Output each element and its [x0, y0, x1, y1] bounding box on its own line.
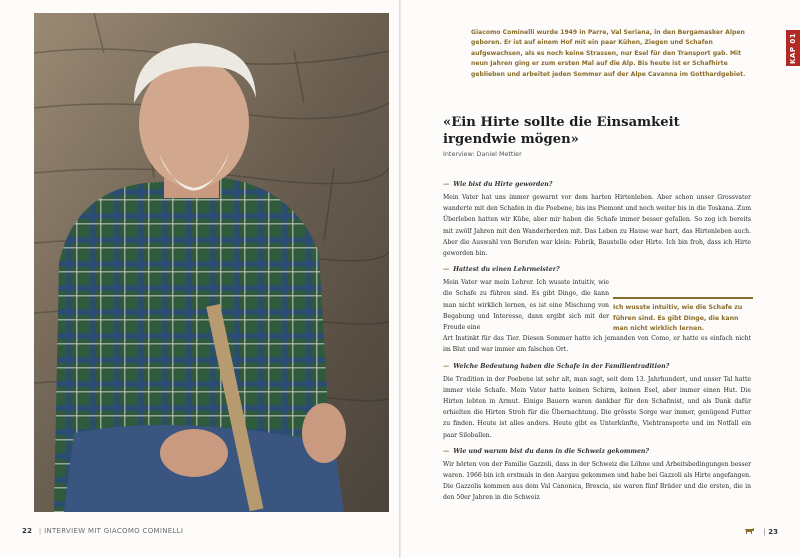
question-dash: —: [443, 266, 450, 274]
question-dash: —: [443, 362, 450, 370]
answer-4: Wir hörten von der Familie Gazzoli, dass in der Schweiz die Löhne und Arbeitsbedingungen besser waren. 1966 bin ich erstmals in den Aargau gekommen und habe bei Gazzoli als Hirte angefangen. Die Gazzolis kommen aus dem Val Canonica, Brescia, sie waren fünf Brüder und die ersten, die in den 50er Jahren in die Schweiz: [443, 460, 751, 502]
answer-2-narrow: Mein Vater war mein Lehrer. Ich wusste intuitiv, wie die Schafe zu führen sind. Es gibt Dinge, die kann man nicht wirklich lernen, es ist eine Mischung von Begabung und Interesse, dann ergibt sich mit der Freude eine: [443, 279, 609, 332]
answer-2: Art Instinkt für das Tier. Diesen Sommer hatte ich jemanden von Como, er hatte es einfach nicht im Blut und war immer am falschen Ort.: [443, 335, 751, 354]
page-number-left: 22: [22, 527, 33, 535]
folio-left: 22 | INTERVIEW MIT GIACOMO COMINELLI: [22, 527, 184, 535]
running-header-left: INTERVIEW MIT GIACOMO COMINELLI: [44, 527, 184, 535]
right-page: [401, 0, 800, 558]
question-dash: —: [443, 181, 450, 188]
byline: Interview: Daniel Mettler: [443, 150, 522, 158]
question-1: — Wie bist du Hirte geworden?: [443, 181, 553, 188]
intro-paragraph: Giacomo Cominelli wurde 1949 in Parre, Val Seriana, in den Bergamasker Alpen geboren. Er ist auf einem Hof mit ein paar Kühen, Ziegen und Schafen aufgewachsen, als es noch keine Strassen, nur Esel für den Transport gab. Mit neun Jahren ging er zum ersten Mal auf die Alp. Bis heute ist er Schafhirte geblieben und arbeitet jeden Sommer auf der Alpe Cavanna im Gotthardgebiet.: [471, 29, 746, 78]
page-number-right: 23: [768, 528, 778, 536]
answer-3: Die Tradition in der Poebene ist sehr alt, man sagt, seit dem 13. Jahrhundert, und unser Tal hatte immer viele Schafe. Mein Vater hatte keinen Schirm, keinen Esel, aber immer einen Hut. Die Hirten lebten in Armut. Einige Bauern waren dankbar für den Schafmist, und als Dank dafür erhielten die Hirten Stroh für die Übernachtung. Die grösste Sorge war immer, genügend Futter zu finden. Heute ist alles anders. Heute gibt es Unterkünfte, Viehtransporte und im Notfall ein paar Siloballen.: [443, 375, 751, 439]
chapter-tab: KAP 01: [786, 30, 800, 66]
portrait-photo: [34, 13, 389, 512]
interview-title: «Ein Hirte sollte die Einsamkeit irgendwie mögen»: [443, 115, 680, 147]
question-2: — Hattest du einen Lehrmeister?: [443, 266, 560, 274]
question-4: — Wie und warum bist du dann in die Schweiz gekommen?: [443, 447, 649, 455]
pull-quote: Ich wusste intuitiv, wie die Schafe zu führen sind. Es gibt Dinge, die kann man nicht wirklich lernen.: [613, 297, 753, 335]
question-3: — Welche Bedeutung haben die Schafe in der Familientradition?: [443, 362, 670, 370]
folio-right: | 23: [744, 527, 778, 536]
answer-1: Mein Vater hat uns immer gewarnt vor dem harten Hirtenleben. Aber schon unser Grossvater wanderte mit den Schafen in die Poebene, bis ins Piemont und noch weiter bis in die Toskana. Zum Überleben hatten wir Kühe, aber mir haben die Schafe immer besser gefallen. So zog ich bereits mit zwölf Jahren mit den Wanderherden mit. Das Leben zu Hause war hart, das Hirtenleben auch. Aber die Auswahl von Berufen war klein: Fabrik, Baustelle oder Hirte. Ich bin froh, dass ich Hirte geworden bin.: [443, 194, 751, 258]
cow-icon: [744, 527, 755, 536]
interview-body: [443, 180, 751, 510]
question-dash: —: [443, 447, 450, 455]
shepherd-portrait-illustration: [34, 13, 389, 512]
